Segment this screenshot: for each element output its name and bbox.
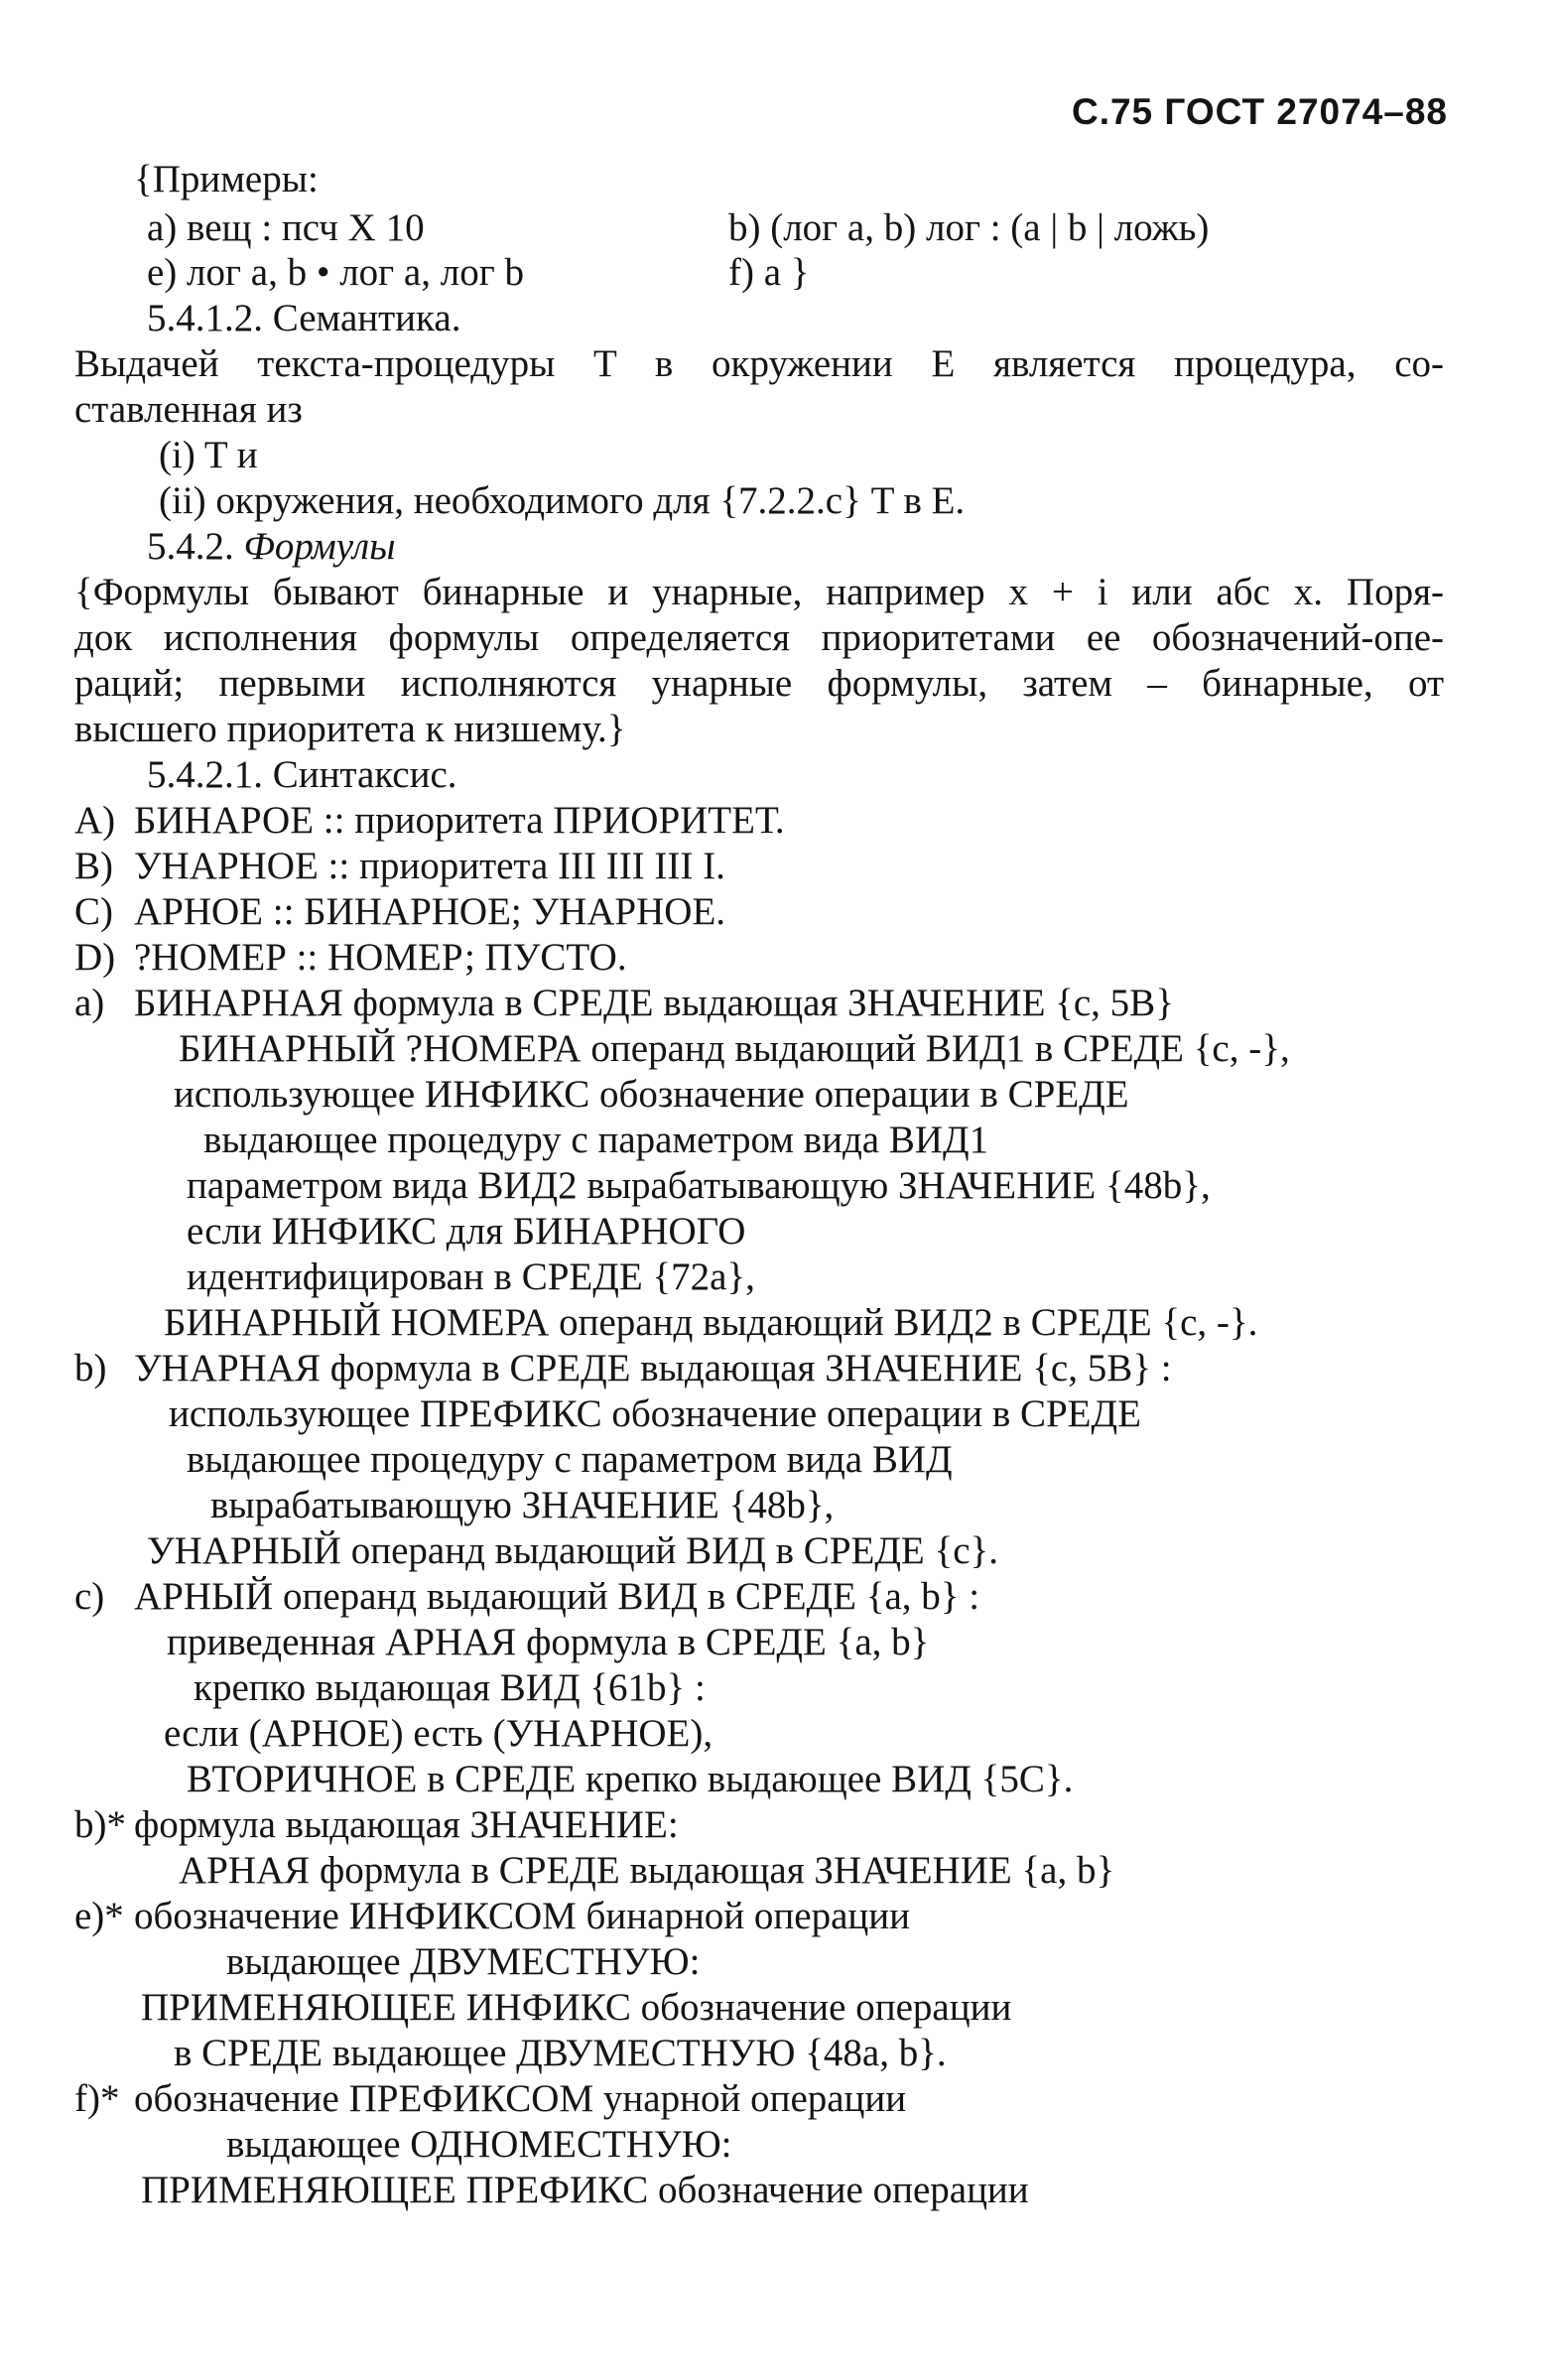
rule-text: обозначение ПРЕФИКСОМ унарной операции	[134, 2077, 907, 2120]
rule-text: ?НОМЕР :: НОМЕР; ПУСТО.	[134, 936, 627, 979]
formulas-intro-line1: {Формулы бывают бинарные и унарные, например x + i или абс x. Поря-	[74, 571, 1444, 613]
rule-c-line3: крепко выдающая ВИД {61b} :	[194, 1666, 706, 1709]
rule-text: УНАРНАЯ формула в СРЕДЕ выдающая ЗНАЧЕНИЕ {c, 5B} :	[134, 1347, 1172, 1389]
rule-D	[74, 935, 627, 981]
rule-text: УНАРНОЕ :: приоритета III III III I.	[134, 845, 725, 887]
formulas-intro-line3: раций; первыми исполняются унарные формулы, затем – бинарные, от	[74, 662, 1444, 705]
rule-text: БИНАРНАЯ формула в СРЕДЕ выдающая ЗНАЧЕНИЕ {c, 5B}	[134, 982, 1174, 1024]
page-header: С.75 ГОСТ 27074–88	[1071, 91, 1448, 132]
rule-text: формула выдающая ЗНАЧЕНИЕ:	[134, 1803, 679, 1846]
rule-e-star	[74, 1894, 910, 1939]
rule-c-line5: ВТОРИЧНОЕ в СРЕДЕ крепко выдающее ВИД {5C}.	[187, 1758, 1074, 1800]
rule-a	[74, 981, 1174, 1026]
rule-text: БИНАРОЕ :: приоритета ПРИОРИТЕТ.	[134, 799, 785, 842]
rule-label: a)	[74, 982, 105, 1024]
rule-label: A)	[74, 799, 116, 842]
rule-A	[74, 798, 785, 844]
rule-f-star	[74, 2076, 906, 2122]
rule-e-star-line2: выдающее ДВУМЕСТНУЮ:	[226, 1940, 701, 1983]
rule-label: B)	[74, 845, 113, 887]
rule-f-star-line2: выдающее ОДНОМЕСТНУЮ:	[226, 2123, 732, 2166]
rule-b-star-line2: АРНАЯ формула в СРЕДЕ выдающая ЗНАЧЕНИЕ {a, b}	[179, 1849, 1115, 1892]
paragraph-semantics-line1: Выдачей текста-процедуры T в окружении E является процедура, со-	[74, 342, 1444, 385]
rule-b-line4: вырабатывающую ЗНАЧЕНИЕ {48b},	[210, 1484, 835, 1526]
rule-b-line2: использующее ПРЕФИКС обозначение операции в СРЕДЕ	[169, 1392, 1141, 1435]
rule-c-line2: приведенная АРНАЯ формула в СРЕДЕ {a, b}	[167, 1621, 930, 1663]
section-5-4-1-2: 5.4.1.2. Семантика.	[147, 297, 461, 339]
rule-c	[74, 1574, 979, 1620]
rule-a-line5: параметром вида ВИД2 вырабатывающую ЗНАЧЕНИЕ {48b},	[187, 1164, 1211, 1207]
rule-B	[74, 844, 725, 889]
rule-label: b)	[74, 1347, 107, 1389]
section-5-4-2	[147, 524, 396, 570]
example-f: f) a }	[728, 251, 810, 294]
rule-C	[74, 889, 725, 935]
rule-b-star	[74, 1802, 679, 1848]
rule-label: C)	[74, 890, 113, 933]
rule-a-line3: использующее ИНФИКС обозначение операции в СРЕДЕ	[174, 1073, 1129, 1116]
rule-a-line8: БИНАРНЫЙ НОМЕРА операнд выдающий ВИД2 в СРЕДЕ {c, -}.	[164, 1301, 1258, 1344]
formulas-intro-line2: док исполнения формулы определяется приоритетами ее обозначений-опе-	[74, 616, 1444, 659]
rule-label: c)	[74, 1575, 105, 1618]
rule-b-line3: выдающее процедуру с параметром вида ВИД	[187, 1438, 953, 1481]
rule-text: обозначение ИНФИКСОМ бинарной операции	[134, 1895, 911, 1937]
rule-e-star-line3: ПРИМЕНЯЮЩЕЕ ИНФИКС обозначение операции	[141, 1986, 1012, 2029]
rule-e-star-line4: в СРЕДЕ выдающее ДВУМЕСТНУЮ {48a, b}.	[174, 2032, 947, 2074]
rule-b	[74, 1346, 1172, 1391]
item-i: (i) T и	[159, 434, 258, 476]
formulas-intro-line4: высшего приоритета к низшему.}	[74, 708, 626, 750]
rule-a-line7: идентифицирован в СРЕДЕ {72a},	[187, 1256, 755, 1298]
paragraph-semantics-line2: ставленная из	[74, 388, 303, 431]
rule-text: АРНЫЙ операнд выдающий ВИД в СРЕДЕ {a, b} :	[134, 1575, 980, 1618]
rule-a-line6: если ИНФИКС для БИНАРНОГО	[187, 1210, 746, 1253]
rule-a-line2: БИНАРНЫЙ ?НОМЕРА операнд выдающий ВИД1 в СРЕДЕ {c, -},	[179, 1027, 1290, 1070]
rule-a-line4: выдающее процедуру с параметром вида ВИД1	[203, 1119, 989, 1161]
rule-text: АРНОЕ :: БИНАРНОЕ; УНАРНОЕ.	[134, 890, 726, 933]
example-a: a) вещ : псч X 10	[147, 206, 425, 249]
section-title: Формулы	[243, 525, 396, 568]
rule-c-line4: если (АРНОЕ) есть (УНАРНОЕ),	[164, 1712, 714, 1755]
rule-label: e)*	[74, 1895, 124, 1937]
rule-label: b)*	[74, 1803, 126, 1846]
example-b: b) (лог a, b) лог : (a | b | ложь)	[728, 206, 1210, 249]
section-5-4-2-1: 5.4.2.1. Синтаксис.	[147, 753, 457, 796]
rule-label: D)	[74, 936, 116, 979]
rule-f-star-line3: ПРИМЕНЯЮЩЕЕ ПРЕФИКС обозначение операции	[141, 2169, 1029, 2211]
item-ii: (ii) окружения, необходимого для {7.2.2.c} T в E.	[159, 479, 966, 522]
examples-heading: {Примеры:	[134, 158, 319, 200]
rule-label: f)*	[74, 2077, 120, 2120]
section-number: 5.4.2.	[147, 525, 234, 568]
rule-b-line5: УНАРНЫЙ операнд выдающий ВИД в СРЕДЕ {c}.	[147, 1529, 998, 1572]
example-e: e) лог a, b • лог a, лог b	[147, 251, 524, 294]
